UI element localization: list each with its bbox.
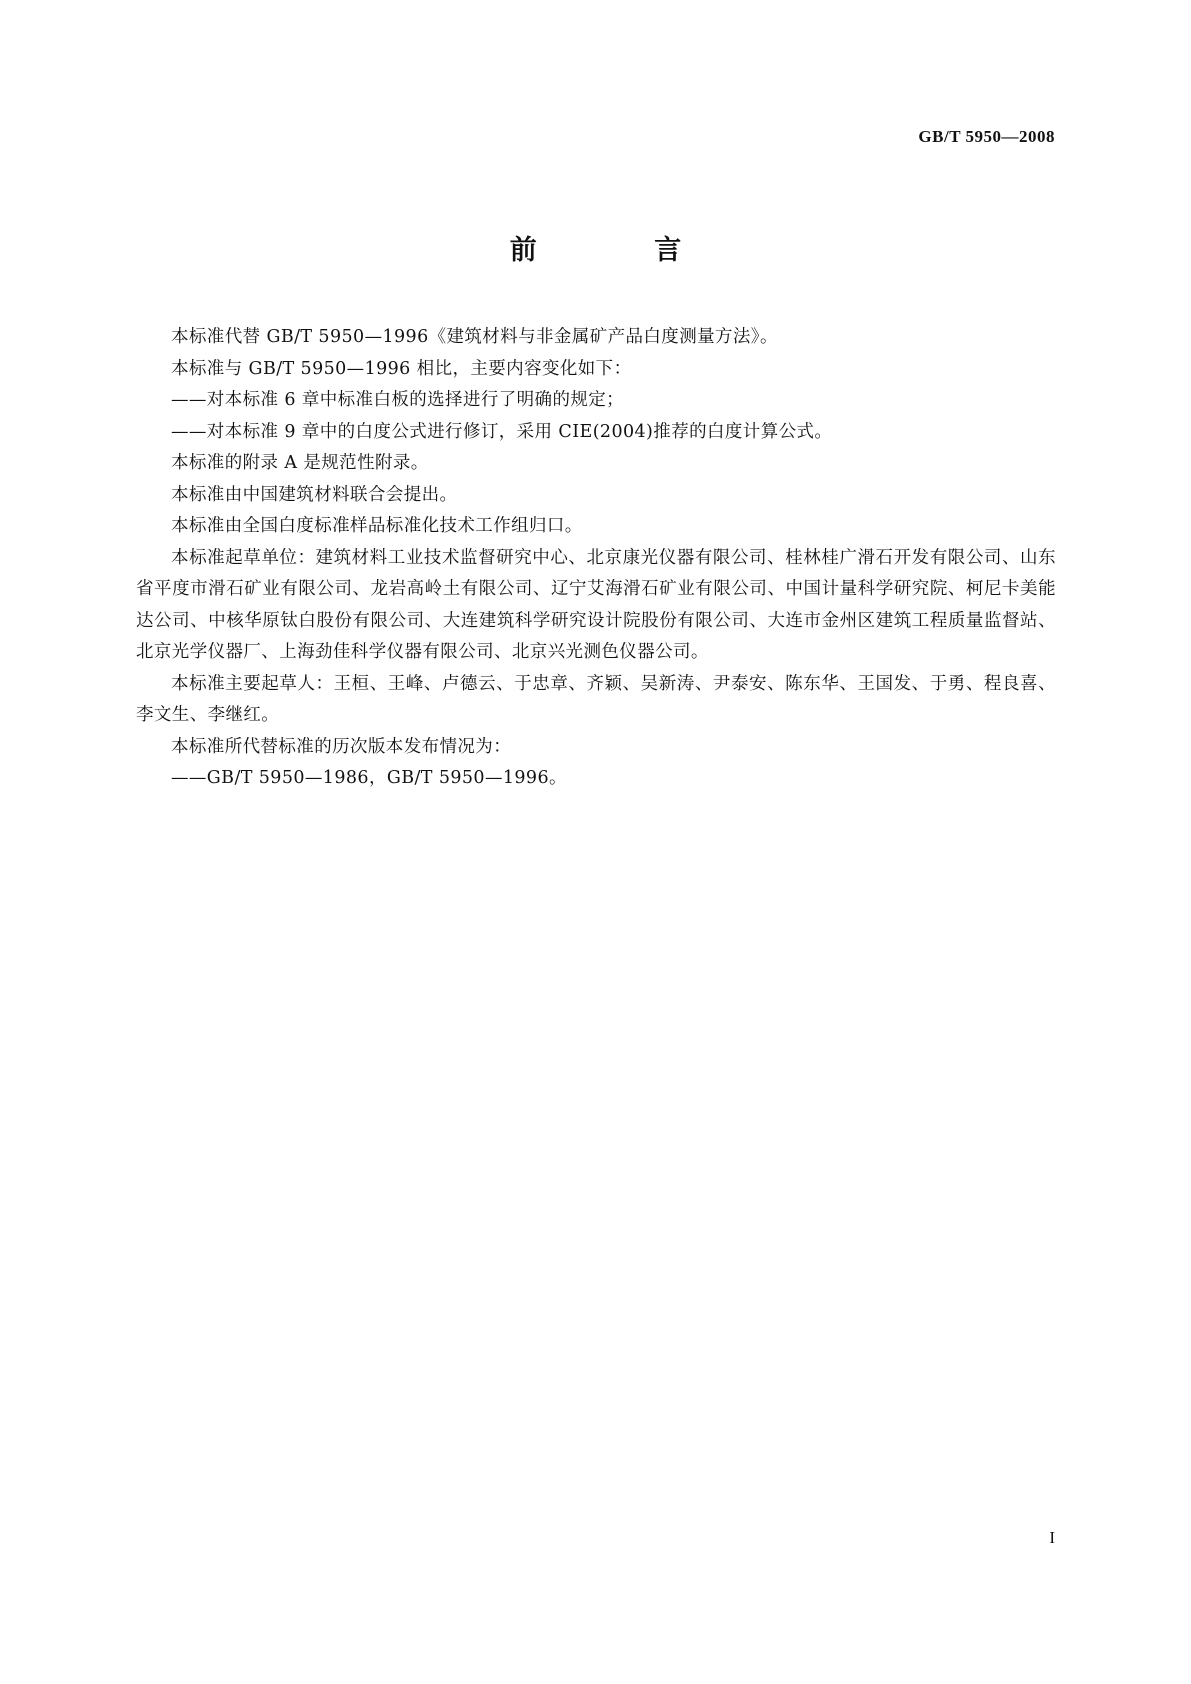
- standard-code: GB/T 5950—2008: [918, 127, 1055, 146]
- document-body: [136, 322, 1056, 795]
- paragraph-drafters: 本标准主要起草人：王桓、王峰、卢德云、于忠章、齐颖、吴新涛、尹泰安、陈东华、王国发、于勇、程良喜、李文生、李继红。: [136, 673, 1056, 725]
- page-title: 前 言: [509, 235, 736, 266]
- paragraph-change-1: ——对本标准 6 章中标准白板的选择进行了明确的规定；: [171, 390, 625, 410]
- paragraph-administrator: 本标准由全国白度标准样品标准化技术工作组归口。: [171, 516, 583, 536]
- page-number: I: [1049, 1528, 1055, 1547]
- paragraph-change-2: ——对本标准 9 章中的白度公式进行修订，采用 CIE(2004)推荐的白度计算公式。: [171, 421, 833, 442]
- paragraph-proposer: 本标准由中国建筑材料联合会提出。: [171, 484, 458, 505]
- paragraph-changes-intro: 本标准与 GB/T 5950—1996 相比，主要内容变化如下：: [171, 358, 632, 379]
- paragraph-replacement: 本标准代替 GB/T 5950—1996《建筑材料与非金属矿产品白度测量方法》。: [171, 327, 778, 347]
- paragraph-history-versions: ——GB/T 5950—1986，GB/T 5950—1996。: [171, 768, 567, 788]
- paragraph-history-intro: 本标准所代替标准的历次版本发布情况为：: [171, 736, 512, 757]
- paragraph-drafting-units: 本标准起草单位：建筑材料工业技术监督研究中心、北京康光仪器有限公司、桂林桂广滑石开发有限公司、山东省平度市滑石矿业有限公司、龙岩高岭土有限公司、辽宁艾海滑石矿业有限公司、中国计量科学研究院、柯尼卡美能达公司、中核华原钛白股份有限公司、大连建筑科学研究设计院股份有限公司、大连市金州区建筑工程质量监督站、北京光学仪器厂、上海劲佳科学仪器有限公司、北京兴光测色仪器公司。: [136, 547, 1056, 662]
- paragraph-appendix: 本标准的附录 A 是规范性附录。: [171, 453, 429, 473]
